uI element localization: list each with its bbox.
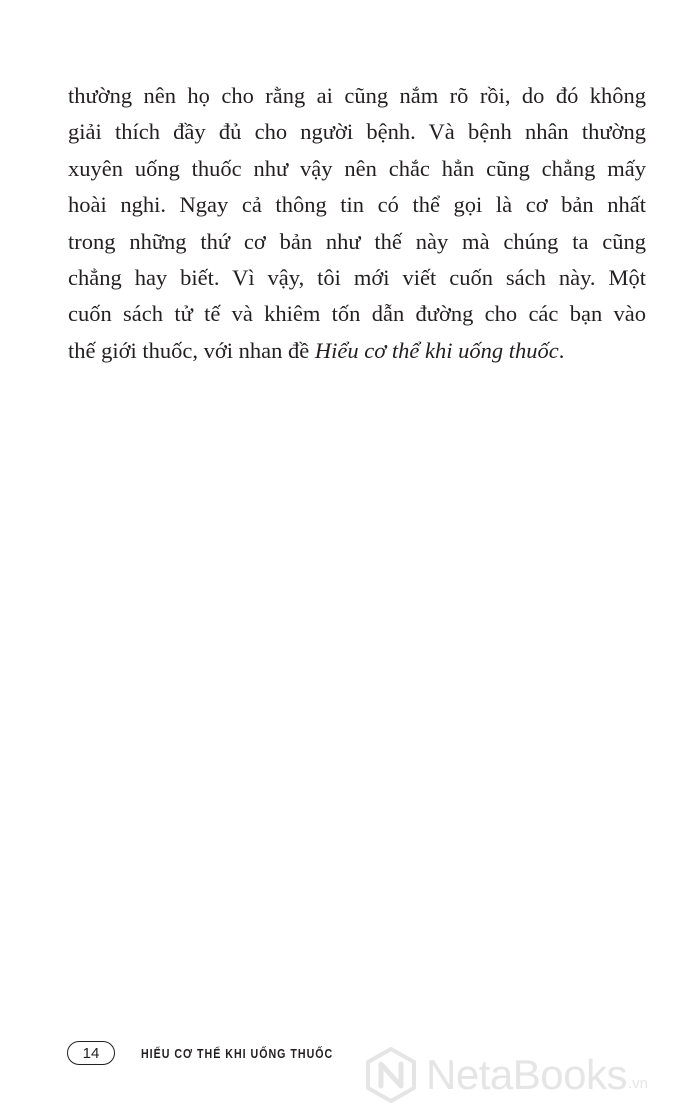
body-paragraph (68, 78, 646, 369)
watermark-suffix: .vn (627, 1075, 648, 1092)
netabooks-n-hexagon-icon (362, 1046, 420, 1104)
page-number: 14 (67, 1041, 115, 1065)
text-line-last (68, 333, 646, 369)
text-line: hoài nghi. Ngay cả thông tin có thể gọi là cơ bản nhất (68, 192, 646, 218)
watermark-brand: NetaBooks (426, 1051, 627, 1098)
watermark (362, 1046, 648, 1104)
text-line: chẳng hay biết. Vì vậy, tôi mới viết cuốn sách này. Một (68, 265, 646, 291)
text-line: giải thích đầy đủ cho người bệnh. Và bệnh nhân thường (68, 119, 646, 145)
page-footer (67, 1038, 375, 1068)
text-line: thường nên họ cho rằng ai cũng nắm rõ rồi, do đó không (68, 83, 646, 108)
last-line-suffix: . (558, 337, 565, 363)
text-line: cuốn sách tử tế và khiêm tốn dẫn đường cho các bạn vào (68, 301, 646, 327)
book-title-italic: Hiểu cơ thể khi uống thuốc (314, 337, 559, 363)
running-title: HIỂU CƠ THỂ KHI UỐNG THUỐC (141, 1045, 334, 1061)
text-line: trong những thứ cơ bản như thế này mà chúng ta cũng (68, 228, 646, 254)
last-line-prefix: thế giới thuốc, với nhan đề (68, 337, 315, 363)
text-line: xuyên uống thuốc như vậy nên chắc hẳn cũng chẳng mấy (68, 155, 646, 181)
